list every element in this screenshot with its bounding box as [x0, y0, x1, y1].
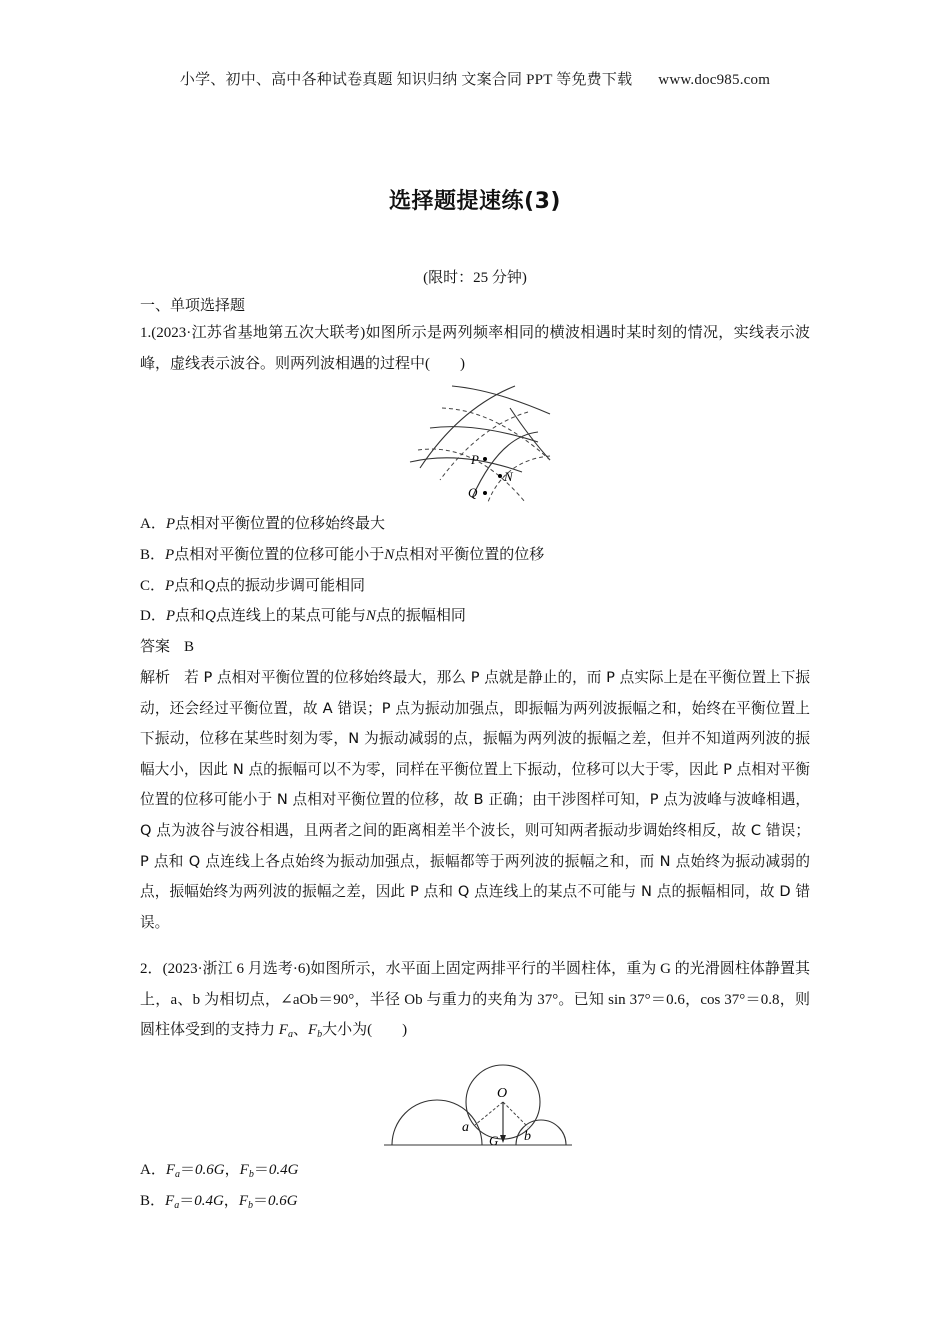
question-1-option-a[interactable]: A．P点相对平衡位置的位移始终最大 [140, 516, 386, 532]
question-1-option-b[interactable]: B．P点相对平衡位置的位移可能小于N点相对平衡位置的位移 [140, 547, 545, 563]
question-2-option-b[interactable]: B．$F_a=0.4G$，$F_b=0.6G$ [140, 1193, 298, 1211]
question-1-option-c[interactable]: C．P点和Q点的振动步调可能相同 [140, 578, 366, 594]
label-n: N [504, 469, 513, 484]
question-2-number: 2． [140, 961, 163, 977]
header-banner-text: 小学、初中、高中各种试卷真题 知识归纳 文案合同 PPT 等免费下载 [179, 72, 633, 88]
cylinder-support-figure [384, 1063, 574, 1147]
label-b: b [524, 1129, 531, 1144]
label-o: O [497, 1086, 508, 1101]
wave-interference-figure [400, 378, 570, 503]
question-2-text: 如图所示，水平面上固定两排平行的半圆柱体，重为 G 的光滑圆柱体静置其上，a、b 为相切点，∠aOb＝90°，半径 Ob 与重力的夹角为 37°。已知 sin 37°＝0.6，cos 37°＝0.8，则圆柱体受到的支持力 [140, 961, 810, 1038]
label-a: a [462, 1120, 469, 1135]
question-2 [140, 954, 810, 1051]
question-1-answer [140, 635, 194, 656]
section-heading: 一、单项选择题 [140, 296, 246, 314]
trough-line [442, 408, 550, 460]
page-title: 选择题提速练(3) [389, 189, 561, 214]
label-p: P [471, 452, 479, 467]
analysis-text: 若 P 点相对平衡位置的位移始终最大，那么 P 点就是静止的，而 P 点实际上是在平衡位置上下振动，还会经过平衡位置，故 A 错误；P 点为振动加强点，即振幅为两列波振幅之和，始终在平衡位置上下振动，位移在某些时刻为零，N 为振动减弱的点，振幅为两列波的振幅之差，但并不知道两列波的振幅大小，因此 N 点的振幅可以不为零，同样在平衡位置上下振动，位移可以大于零，因此 P 点相对平衡位置的位移可能小于 N 点相对平衡位置的位移，故 B 正确；由干涉图样可知，P 点为波峰与波峰相遇，Q 点为波谷与波谷相遇，且两者之间的距离相差半个波长，则可知两者振动步调始终相反，故 C 错误；P 点和 Q 点连线上各点始终为振动加强点，振幅都等于两列波的振幅之和，而 N 点始终为振动减弱的点，振幅始终为两列波的振幅之差，因此 P 点和 Q 点连线上的某点不可能与 N 点的振幅相同，故 D 错误。 [140, 669, 810, 931]
question-1-text: 如图所示是两列频率相同的横波相遇时某时刻的情况，实线表示波峰，虚线表示波谷。则两列波相遇的过程中( ) [140, 325, 810, 372]
question-1-analysis [140, 663, 810, 938]
point-n-marker [498, 474, 502, 478]
question-1-source: (2023·江苏省基地第五次大联考) [151, 325, 366, 341]
question-2-source: (2023·浙江 6 月选考·6) [162, 961, 311, 977]
radius-ob [503, 1102, 528, 1127]
label-q: Q [468, 485, 478, 500]
point-q-marker [483, 491, 487, 495]
question-1-option-d[interactable]: D．P点和Q点连线上的某点可能与N点的振幅相同 [140, 608, 466, 624]
question-2-stem: 2．(2023·浙江 6 月选考·6)如图所示，水平面上固定两排平行的半圆柱体，重为 G 的光滑圆柱体静置其上，a、b 为相切点，∠aOb＝90°，半径 Ob 与重力的夹角为 37°。已知 sin 37°＝0.6，cos 37°＝0.8，则圆柱体受到的支持力 $F_a$、$F_b$大小为( ) [140, 961, 810, 1040]
question-1-number: 1. [140, 325, 152, 341]
answer-label: 答案 [140, 639, 171, 655]
header-url[interactable]: www.doc985.com [658, 72, 771, 88]
page-header-banner [0, 68, 950, 89]
question-2-option-a[interactable]: A．$F_a=0.6G$，$F_b=0.4G$ [140, 1162, 299, 1180]
question-1 [140, 318, 810, 379]
radius-oa [475, 1102, 503, 1125]
question-1-stem [140, 318, 810, 379]
point-p-marker [483, 457, 487, 461]
crest-line [452, 386, 550, 414]
time-limit: (限时：25 分钟) [423, 270, 527, 286]
answer-value: B [184, 639, 195, 655]
label-g: G [489, 1133, 499, 1147]
analysis-label: 解析 [140, 670, 171, 686]
